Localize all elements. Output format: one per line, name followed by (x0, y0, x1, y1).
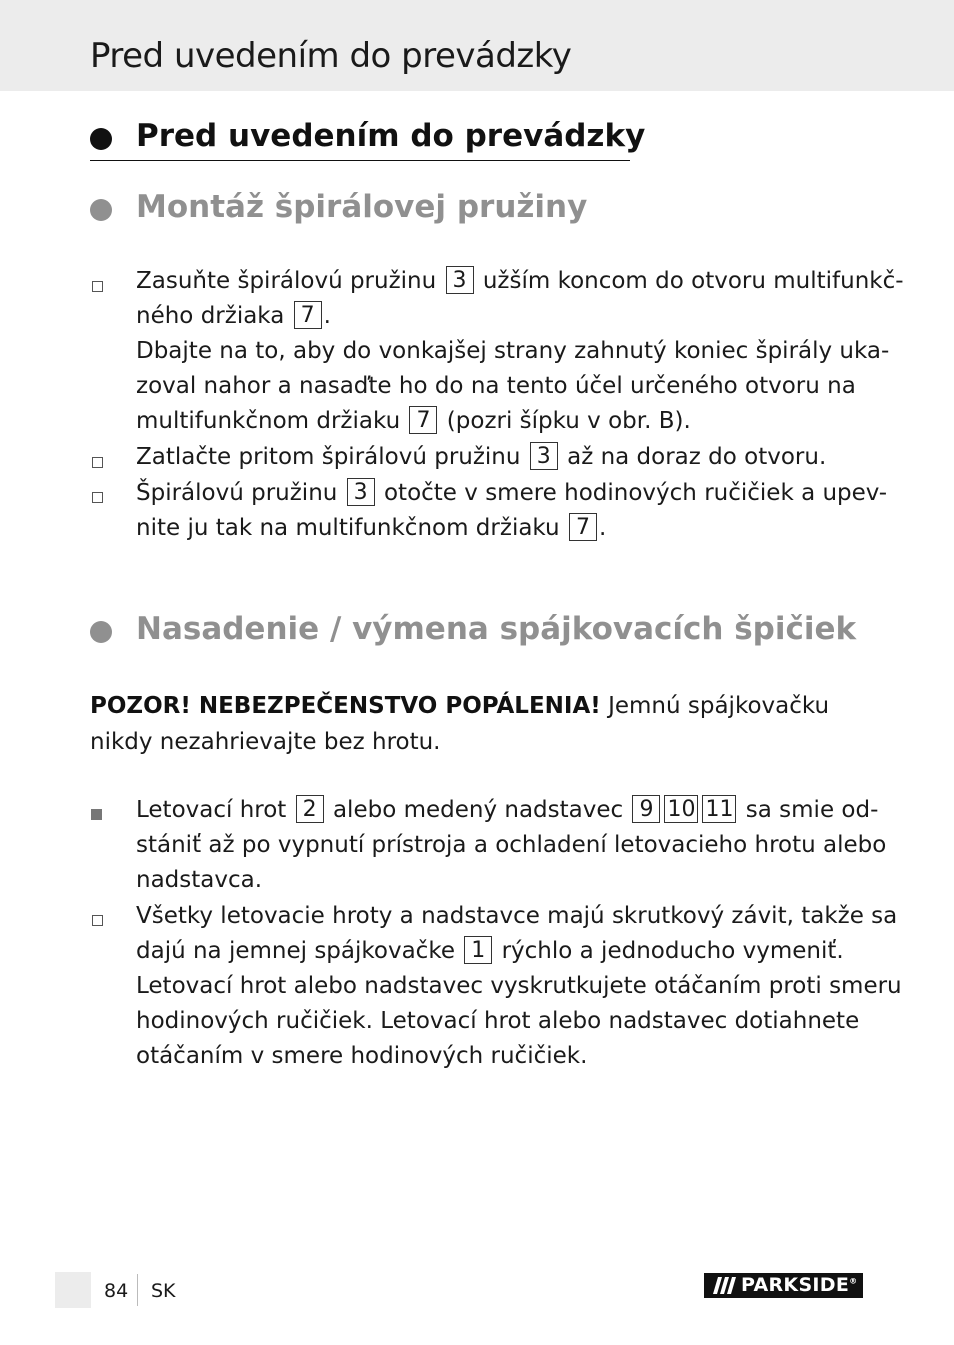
part-ref: 3 (446, 266, 474, 294)
part-ref: 10 (664, 795, 698, 823)
list-bullet-icon (92, 457, 103, 468)
list-bullet-icon (92, 492, 103, 503)
list-item-tips-2: Všetky letovacie hroty a nadstavce majú skrutkový závit, takže sa dajú na jemnej spájkovačke 1 rýchlo a jednoducho vymeniť. Letovací hrot alebo nadstavec vyskrutkujete otáčaním proti smeru hodinových ručičiek. Letovací hrot alebo nadstavec dotiahnete otáčaním v smere hodinových ručičiek. (136, 903, 902, 1069)
list-item-tips-1: Letovací hrot 2 alebo medený nadstavec 9 10 11 sa smie od- stániť až po vypnutí prístroja a ochladení letovacieho hrotu alebo nadstavca. (136, 797, 887, 893)
section-heading-tips: Nasadenie / výmena spájkovacích špičiek (136, 611, 857, 647)
part-ref: 11 (702, 795, 736, 823)
footer-tab (55, 1272, 91, 1308)
list-item-spiral-3: Špirálovú pružinu 3 otočte v smere hodinových ručičiek a upev- nite ju tak na multifunkčnom držiaku 7 . (136, 480, 888, 541)
bullet-dot-icon (90, 128, 112, 150)
bullet-dot-icon (90, 621, 112, 643)
part-ref: 7 (294, 301, 322, 329)
section-heading-main: Pred uvedením do prevádzky (136, 118, 646, 154)
list-item-spiral-2: Zatlačte pritom špirálovú pružinu 3 až na doraz do otvoru. (136, 444, 827, 470)
page-title: Pred uvedením do prevádzky (90, 36, 572, 76)
warning-paragraph: POZOR! NEBEZPEČENSTVO POPÁLENIA! Jemnú spájkovačku nikdy nezahrievajte bez hrotu. (90, 693, 830, 755)
language-code: SK (151, 1280, 176, 1302)
part-ref: 3 (530, 442, 558, 470)
warning-label: POZOR! NEBEZPEČENSTVO POPÁLENIA! (90, 693, 601, 719)
logo-stripes-icon (708, 1273, 738, 1298)
list-bullet-filled-icon (91, 809, 102, 820)
heading-underline (90, 160, 630, 161)
part-ref: 9 (632, 795, 660, 823)
part-ref: 7 (409, 406, 437, 434)
list-bullet-icon (92, 281, 103, 292)
footer-divider (137, 1274, 138, 1306)
page-number: 84 (104, 1280, 129, 1302)
list-item-spiral-1: Zasuňte špirálovú pružinu 3 užším koncom do otvoru multifunkč- ného držiaka 7 . Dbajte na to, aby do vonkajšej strany zahnutý koniec špirály uka- zoval nahor a nasaďte ho do na tento účel určeného otvoru na multifunkčnom držiaku 7 (pozri šípku v obr. B). (136, 268, 904, 434)
part-ref: 7 (569, 513, 597, 541)
part-ref: 3 (347, 478, 375, 506)
part-ref: 1 (464, 936, 492, 964)
list-bullet-icon (92, 915, 103, 926)
part-ref: 2 (296, 795, 324, 823)
parkside-logo: PARKSIDE® (704, 1273, 863, 1298)
bullet-dot-icon (90, 199, 112, 221)
section-heading-spiral: Montáž špirálovej pružiny (136, 189, 588, 225)
